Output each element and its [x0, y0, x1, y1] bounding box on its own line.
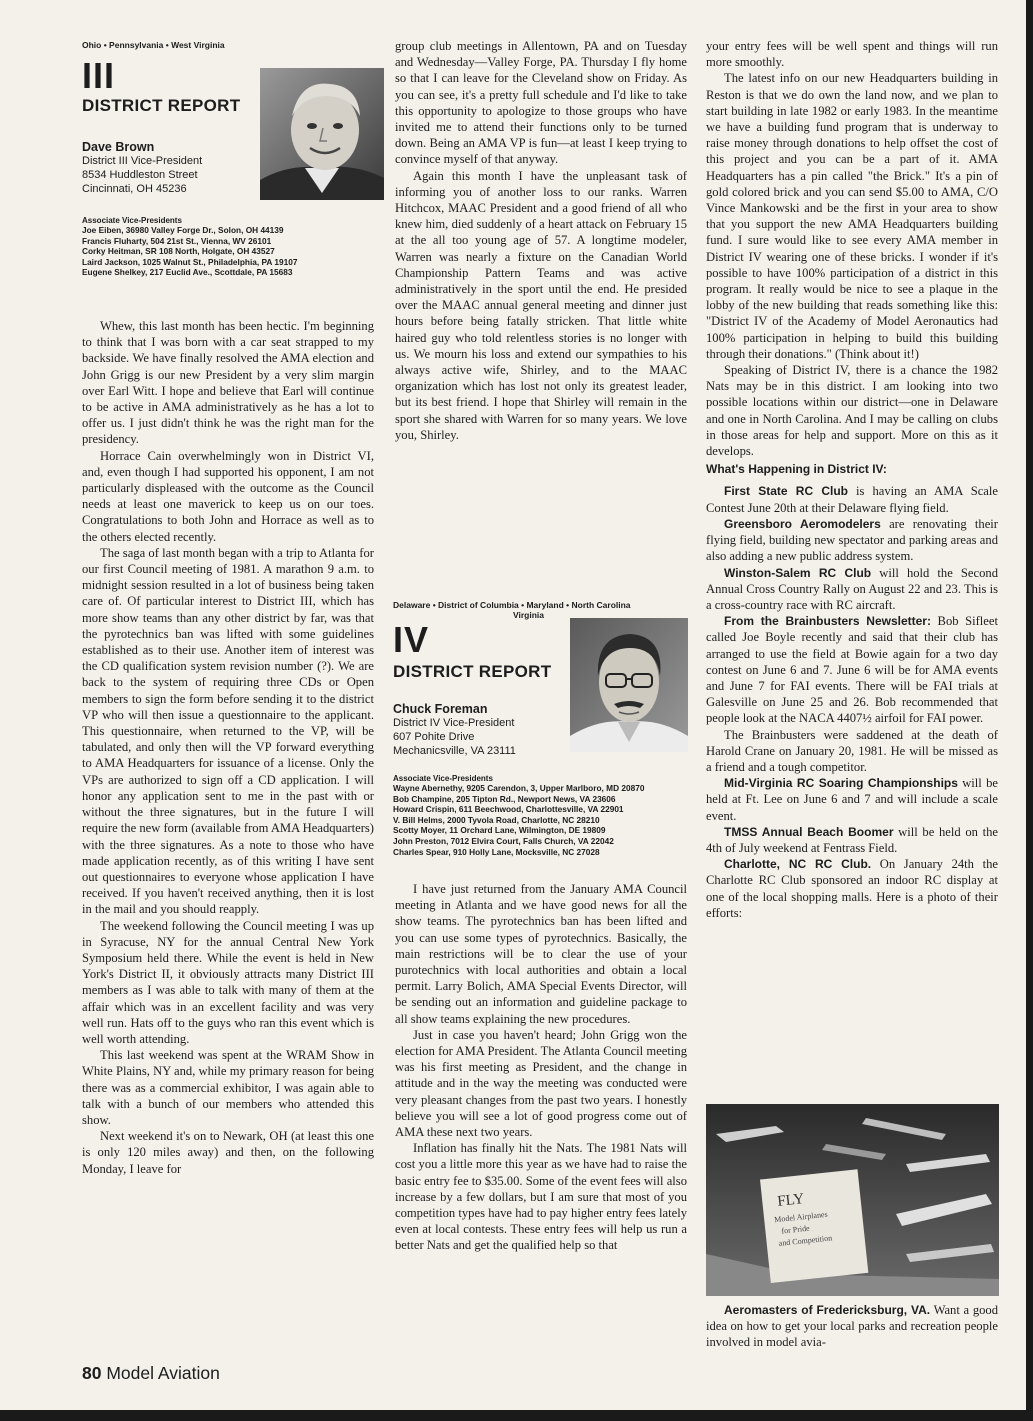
district-iii-vp-city: Cincinnati, OH 45236 — [82, 183, 187, 195]
associate-vp: Bob Champine, 205 Tipton Rd., Newport News, VA 23606 — [393, 793, 616, 804]
associate-vp: Eugene Shelkey, 217 Euclid Ave., Scottdale, PA 15683 — [82, 267, 293, 278]
club-item — [706, 856, 998, 921]
district-iii-states: Ohio • Pennsylvania • West Virginia — [82, 40, 225, 50]
club-text: Want a good idea on how to get your local parks and recreation people involved in model avia- — [706, 1303, 999, 1350]
club-text: will be held on the 4th of July weekend at Fentrass Field. — [706, 824, 998, 855]
body-paragraph: This last weekend was spent at the WRAM Show in White Plains, NY and, while my primary reason for being there was as a commercial exhibitor, I was again able to talk with a bunch of our members who attended this show. — [82, 1048, 374, 1127]
associate-vp: Laird Jackson, 1025 Walnut St., Philadelphia, PA 19107 — [82, 256, 298, 267]
club-display-photo — [706, 1104, 999, 1296]
club-text: Bob Sifleet called Joe Boyle recently and said that their club has arranged to use the field at Bowie again for a two day contest on June 6 and 7. June 6 will be for AMA events and June 7 for FAI events. There will be FAI trials at Galesville on June 25 and 26. Bob recommended that people look at the NACA 4407½ airfoil for FAI power. — [706, 614, 998, 726]
column-2-top-body — [395, 38, 687, 443]
club-name: TMSS Annual Beach Boomer — [724, 824, 894, 839]
district-iv-states-2: Virginia — [513, 610, 545, 620]
district-iv-states: Delaware • District of Columbia • Maryland • North Carolina — [393, 600, 631, 610]
club-name: From the Brainbusters Newsletter: — [724, 614, 931, 629]
district-iii-vp-street: 8534 Huddleston Street — [82, 169, 198, 181]
club-name: Greensboro Aeromodelers — [724, 516, 881, 531]
district-iii-vp-photo — [260, 68, 384, 200]
club-text: will be held at Ft. Lee on June 6 and 7 and will include a scale event. — [706, 776, 998, 823]
district-iv-vp-city: Mechanicsville, VA 23111 — [393, 745, 516, 757]
body-paragraph: group club meetings in Allentown, PA and on Tuesday and Wednesday—Valley Forge, PA. Thursday I fly home so that I can leave for the Cleveland show on Friday. As you can see, it's a pretty full schedule and I'd like to take this opportunity to apologize to those groups who have invited me to attend their functions only to be turned down. Being an AMA VP is fun—at least I keep trying to convince myself of that anyway. — [395, 39, 687, 167]
club-item — [706, 824, 998, 856]
district-iv-vp-photo — [570, 618, 688, 752]
district-iv-vp-name: Chuck Foreman — [393, 702, 488, 716]
club-name: Aeromasters of Fredericksburg, VA. — [724, 1303, 931, 1317]
happening-heading — [706, 461, 998, 477]
body-paragraph: The weekend following the Council meeting I was up in Syracuse, NY for the annual Central New York Symposium held there. While the event is held in New York's District II, it obviously attracts many District III members as I was able to talk with many of them at the affair which was in an excellent facility and was very well run. Hats off to the guys who ran this event which is well worth attending. — [82, 918, 374, 1046]
club-text: will hold the Second Annual Cross Country Rally on August 22 and 23. This is a cross-country race with RC aircraft. — [706, 565, 998, 612]
district-iii-vp-title: District III Vice-President — [82, 155, 203, 167]
sign-line: and Competition — [778, 1233, 833, 1248]
associate-vp: Francis Fluharty, 504 21st St., Vienna, WV 26101 — [82, 235, 272, 246]
club-item — [706, 775, 998, 824]
body-paragraph: I have just returned from the January AMA Council meeting in Atlanta and we have good news for all the show teams. The pyrotechnics ban has been lifted and you can use some types of pyrotechnics. Basically, the main restrictions will be to clear the use of your purotechnics with local authorities and obtain a local permit. Larry Bolich, AMA Special Events Director, will be sending out an information and guideline package to all show teams explaining the new procedures. — [395, 882, 687, 1026]
page-number: 80 — [82, 1363, 102, 1383]
district-iii-associates-label: Associate Vice-Presidents — [82, 216, 182, 225]
body-paragraph: Next weekend it's on to Newark, OH (at least this one is only 120 miles away) and then, on the following Monday, I leave for — [82, 1129, 374, 1176]
club-text: is having an AMA Scale Contest June 20th at their Delaware flying field. — [706, 484, 998, 515]
mall-display-image — [706, 1104, 999, 1296]
column-1-body — [82, 318, 374, 1177]
club-item — [706, 727, 998, 776]
body-paragraph: The saga of last month began with a trip to Atlanta for our first Council meeting of 1981. A marathon 9 a.m. to midnight session resulted in a lot of business being taken care of. Of particular interest to District III, which has more show teams than any other district by far, was that the pyrotechnics ban was lifted with some guidelines established as to their use. Another item of interest was the CD qualification system revision number (?). We are back to the system of requiring three CDs or Open members to sign the form before sending it to the district VP who will then issue a questionnaire to the applicant. This questionnaire, when returned to the VP, will be tabulated, and only then will the VP forward everything to AMA Headquarters for issuance of a license. Only the VPs are authorized to sign off a CD application. I will honor any application sent to me in the past with or without the three signatures, but in the future I will require the new form (available from AMA Headquarters) with the three signatures. As a note to those who have made application recently, as of this writing I have sent out questionnaires to everyone whose application I have received. If you haven't received anything, then it is lost in the mail and you should reapply. — [82, 545, 374, 917]
club-name: Charlotte, NC RC Club. — [724, 857, 872, 872]
district-iv-vp-title: District IV Vice-President — [393, 717, 515, 729]
page-folio — [82, 1363, 220, 1384]
district-iv-title: DISTRICT REPORT — [393, 662, 552, 681]
associate-vp: Charles Spear, 910 Holly Lane, Mocksville, NC 27028 — [393, 846, 600, 857]
club-item — [706, 613, 998, 726]
body-paragraph: Horrace Cain overwhelmingly won in District VI, and, even though I had supported his opponent, I am not particularly displeased with the outcome as the Council needs at least one maverick to keep us on our toes. Congratulations to both John and Horrace as well as to the others elected recently. — [82, 448, 374, 544]
club-item — [706, 516, 998, 565]
body-paragraph: Inflation has finally hit the Nats. The 1981 Nats will cost you a little more this year as we have had to raise the basic entry fee to $35.00. Some of the event fees will also increase by a few dollars, but I am sure that most of you competition types have had to pay higher entry fees lately even at local contests. These entry fees will help us run a better Nats and get the qualified help so that — [395, 1141, 687, 1253]
body-paragraph: Speaking of District IV, there is a chance the 1982 Nats may be in this district. I am looking into two possible locations within our district—one in Delaware and one in North Carolina. And I may be calling on clubs in those areas for help and support. More on this as it develops. — [706, 363, 998, 459]
club-item — [706, 483, 998, 515]
sign-line: for Pride — [781, 1223, 811, 1236]
district-iii-numeral: III — [82, 55, 116, 96]
district-iv-associates-label: Associate Vice-Presidents — [393, 774, 493, 783]
district-iii-associates — [82, 225, 382, 278]
associate-vp: John Preston, 7012 Elvira Court, Falls Church, VA 22042 — [393, 835, 614, 846]
club-name: Mid-Virginia RC Soaring Championships — [724, 776, 958, 791]
body-paragraph: Whew, this last month has been hectic. I'm beginning to think that I was born with a car seat strapped to my backside. We have finally resolved the AMA election and John Grigg is our new President by a very slim margin over Earl Witt. I hope and believe that Earl will continue to be active in AMA administratively as he has a lot to offer us. I just didn't think he was the right man for the presidency. — [82, 319, 374, 447]
club-name: First State RC Club — [724, 484, 848, 499]
associate-vp: Corky Heitman, SR 108 North, Holgate, OH 43527 — [82, 246, 275, 257]
portrait-chuck-foreman-image — [570, 618, 688, 752]
column-2-bottom-body — [395, 881, 687, 1254]
body-paragraph: Again this month I have the unpleasant task of informing you of another loss to our ranks. Warren Hitchcox, MAAC President and a good friend of all who knew him, died suddenly of a heart attack on February 15 at the all too young age of 57. A longtime modeler, Warren was nearly a fixture on the Canadian World Championship Pattern Teams and was active administratively in the sport until the end. He presided over the MAAC annual general meeting and dinner just hours before being fatally stricken. That little white haired guy who told relentless stories is no longer with us. We mourn his loss and extend our sympathies to his always active wife, Shirley, and to the MAAC organization which has lost not only its greatest leader, but its best friend. I hope that Shirley will remain in the sport she shared with Warren for so many years. We love you, Shirley. — [395, 168, 687, 442]
district-iv-numeral: IV — [393, 619, 430, 660]
district-iv-associates — [393, 783, 693, 857]
associate-vp: Wayne Abernethy, 9205 Carendon, 3, Upper Marlboro, MD 20870 — [393, 783, 645, 793]
club-name: Winston-Salem RC Club — [724, 565, 872, 580]
sign-fly: FLY — [776, 1191, 805, 1210]
body-paragraph: The latest info on our new Headquarters building in Reston is that we do own the land now, and we plan to start building in late 1982 or early 1983. In the meantime we have a building fund program that is underway to raise money through donations to help offset the cost of this project and you can be a part of it. AMA Headquarters has a pin called "the Brick." It's a pin of gold colored brick and you can send $5.00 to AMA, C/O Vince Mankowski and be the first in your area to show that you support the new AMA Headquarters building fund. I sure would like to see every AMA member in District IV wearing one of these bricks. I wonder if it's possible to have 100% participation of a district in this program. It really would be nice to see a plaque in the lobby of the new building that reads something like this: "District IV of the Academy of Model Aeronautics had 100% participation in helping to build this building through their donations." (Think about it!) — [706, 71, 998, 361]
club-item — [706, 565, 998, 614]
club-text: The Brainbusters were saddened at the death of Harold Crane on January 20, 1981. He will be missed as a friend and a tough competitor. — [706, 727, 998, 774]
portrait-dave-brown-image — [260, 68, 384, 200]
associate-vp: Howard Crispin, 611 Beechwood, Charlottesville, VA 22901 — [393, 804, 624, 815]
publication-name: Model Aviation — [106, 1363, 220, 1383]
district-iii-title: DISTRICT REPORT — [82, 96, 241, 115]
associate-vp: Scotty Moyer, 11 Orchard Lane, Wilmington, DE 19809 — [393, 825, 606, 836]
body-paragraph: Just in case you haven't heard; John Grigg won the election for AMA President. The Atlanta Council meeting was his first meeting as President, and the change in attitude and in the way the meeting was conducted were very pleasant changes from the past two years. I honestly believe you will see a lot of good progress come out of AMA these next two years. — [395, 1027, 687, 1140]
club-text: On January 24th the Charlotte RC Club sponsored an indoor RC display at one of the local shopping malls. Here is a photo of their efforts: — [706, 857, 998, 920]
club-item — [706, 1302, 998, 1351]
column-3-bottom-body — [706, 1302, 998, 1351]
happening-heading-text: What's Happening in District IV: — [706, 462, 887, 477]
district-iii-vp-name: Dave Brown — [82, 140, 155, 154]
associate-vp: Joe Eiben, 36980 Valley Forge Dr., Solon, OH 44139 — [82, 225, 284, 235]
sign-line: Model Airplanes — [773, 1209, 829, 1225]
body-paragraph: your entry fees will be well spent and things will run more smoothly. — [706, 39, 998, 70]
associate-vp: V. Bill Helms, 2000 Tyvola Road, Charlotte, NC 28210 — [393, 814, 600, 825]
column-3-body — [706, 38, 998, 921]
club-text: are renovating their flying field, building new spectator and parking areas and also adding a new public address system. — [706, 516, 998, 564]
district-iv-vp-street: 607 Pohite Drive — [393, 731, 475, 743]
